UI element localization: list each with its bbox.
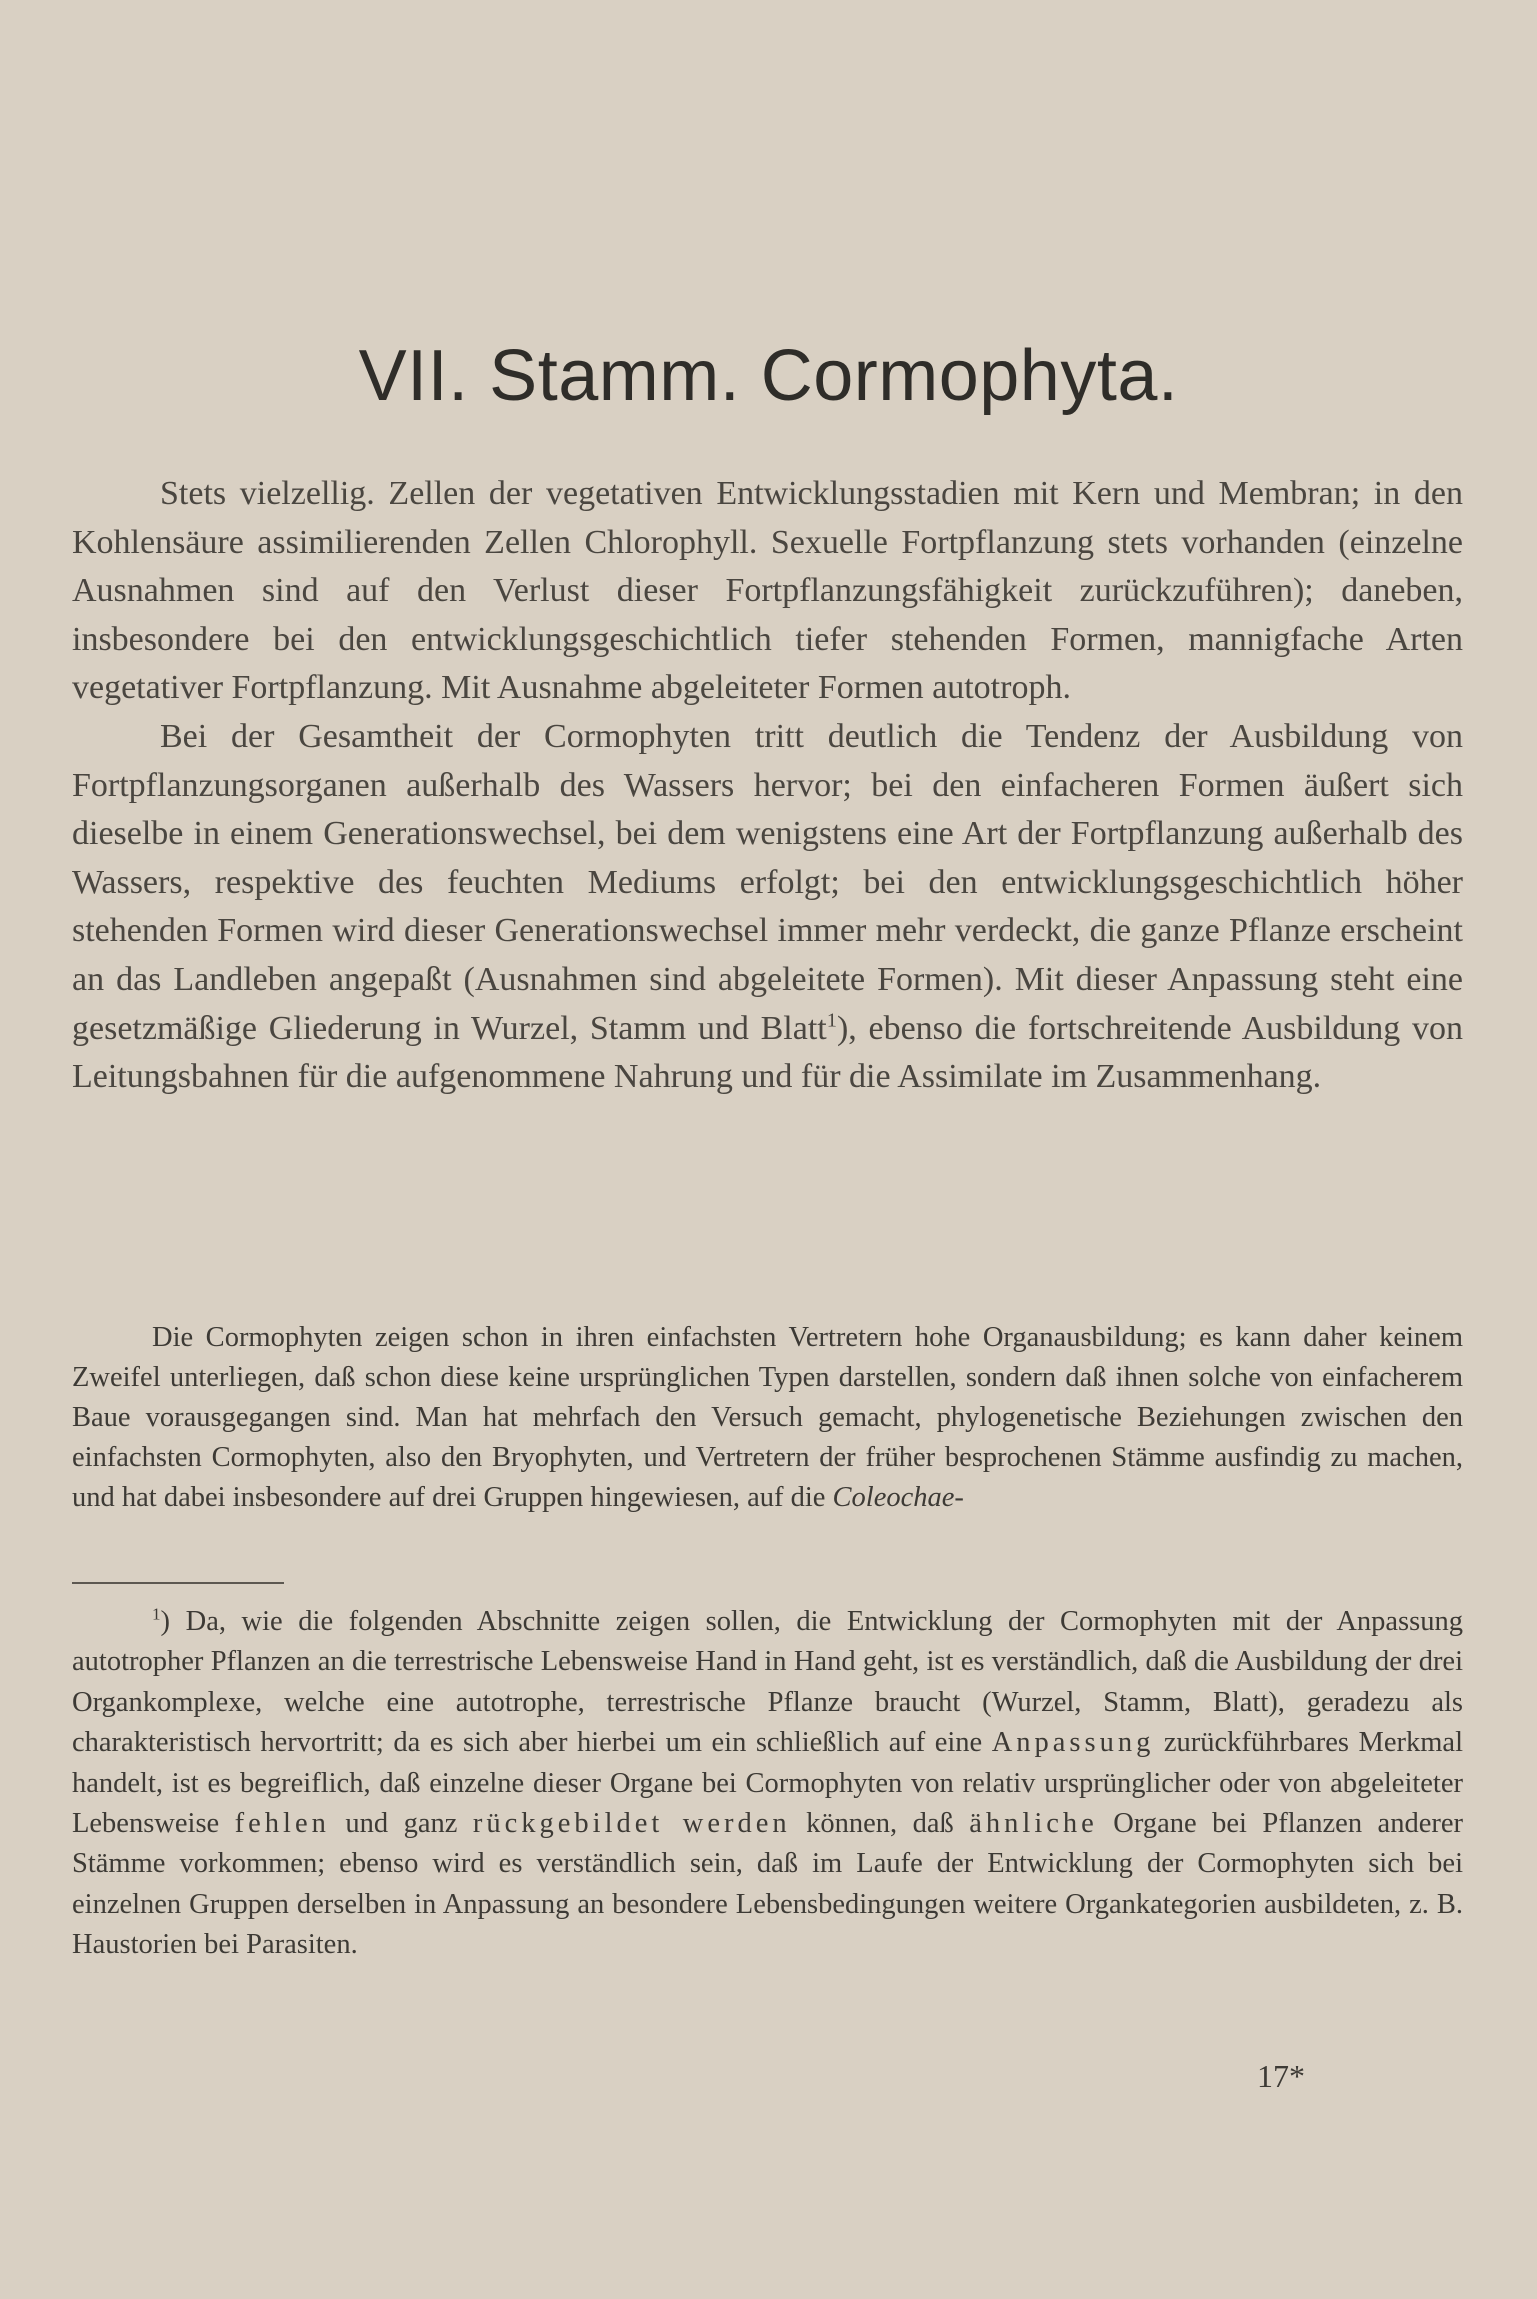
- italic-genus-name: Coleochae-: [832, 1482, 964, 1513]
- paragraph-2: [72, 713, 1463, 1102]
- footnote-text-d: können, daß: [806, 1808, 954, 1840]
- paragraph-2-tail: ), ebenso die fortschreitende Ausbildung von Leitungsbahnen für die aufgenommene Nahrung und für die Assimilate im Zusammenhang.: [72, 1009, 1463, 1096]
- footnote-reference: 1: [826, 1009, 837, 1032]
- footnote-text-e: Organe bei Pflanzen anderer Stämme vorkommen; ebenso wird es verständlich sein, daß im Laufe der Entwicklung der Cormophyten sich bei einzelnen Gruppen derselben in Anpassung an besondere Lebensbedingungen weitere Organkategorien ausbildeten, z. B. Haustorien bei Parasiten.: [72, 1808, 1463, 1961]
- footnote-marker: 1: [152, 1604, 161, 1624]
- paragraph-3: [72, 1318, 1463, 1518]
- footnote-spaced-1: Anpassung: [991, 1727, 1155, 1759]
- page-title: VII. Stamm. Cormophyta.: [358, 336, 1179, 416]
- paragraph-1: Stets vielzellig. Zellen der vegetativen Entwicklungsstadien mit Kern und Membran; in den Kohlensäure assimilierenden Zellen Chlorophyll. Sexuelle Fortpflanzung stets vorhanden (einzelne Ausnahmen sind auf den Verlust dieser Fortpflanzungsfähigkeit zurückzuführen); daneben, insbesondere bei den entwicklungsgeschichtlich tiefer stehenden Formen, mannigfache Arten vegetativer Fortpflanzung. Mit Ausnahme abgeleiteter Formen autotroph.: [72, 475, 1463, 707]
- footnote-text-c: und ganz: [345, 1808, 458, 1840]
- footnote-paragraph: [72, 1602, 1463, 1966]
- footnote-text-b: zurückführbares Merkmal handelt, ist es begreiflich, daß einzelne dieser Organe bei Cormophyten von relativ ursprünglicher oder von abgeleiteter Lebensweise: [72, 1727, 1464, 1840]
- footnote-text-a: ) Da, wie die folgenden Abschnitte zeigen sollen, die Entwicklung der Cormophyten mit der Anpassung autotropher Pflanzen an die terrestrische Lebensweise Hand in Hand geht, ist es verständlich, daß die Ausbildung der drei Organkomplexe, welche eine autotrophe, terrestrische Pflanze braucht (Wurzel, Stamm, Blatt), geradezu als charakteristisch hervortritt; da es sich aber hierbei um ein schließlich auf eine: [72, 1606, 1463, 1759]
- footnote-separator: [72, 1582, 284, 1584]
- paragraph-2-text: Bei der Gesamtheit der Cormophyten tritt deutlich die Tendenz der Ausbildung von Fortpflanzungsorganen außerhalb des Wassers hervor; bei den einfacheren Formen äußert sich dieselbe in einem Generationswechsel, bei dem wenigstens eine Art der Fortpflanzung außerhalb des Wassers, respektive des feuchten Mediums erfolgt; bei den entwicklungsgeschichtlich höher stehenden Formen wird dieser Generationswechsel immer mehr verdeckt, die ganze Pflanze erscheint an das Landleben angepaßt (Ausnahmen sind abgeleitete Formen). Mit dieser Anpassung steht eine gesetzmäßige Gliederung in Wurzel, Stamm und Blatt: [72, 717, 1463, 1047]
- footnote-spaced-4: ähnliche: [969, 1808, 1098, 1840]
- main-text: [72, 470, 1463, 1102]
- page-number: 17*: [1257, 2058, 1305, 2094]
- paragraph-3-text: Die Cormophyten zeigen schon in ihren einfachsten Vertretern hohe Organausbildung; es kann daher keinem Zweifel unterliegen, daß schon diese keine ursprünglichen Typen darstellen, sondern daß ihnen solche von einfacherem Baue vorausgegangen sind. Man hat mehrfach den Versuch gemacht, phylogenetische Beziehungen zwischen den einfachsten Cormophyten, also den Bryophyten, und Vertretern der früher besprochenen Stämme ausfindig zu machen, und hat dabei insbesondere auf drei Gruppen hingewiesen, auf die: [72, 1322, 1463, 1513]
- small-print-text: [72, 1318, 1463, 1518]
- footnote-spaced-3: rückgebildet werden: [472, 1808, 791, 1840]
- footnote-spaced-2: fehlen: [234, 1808, 330, 1840]
- footnote: [72, 1602, 1463, 1966]
